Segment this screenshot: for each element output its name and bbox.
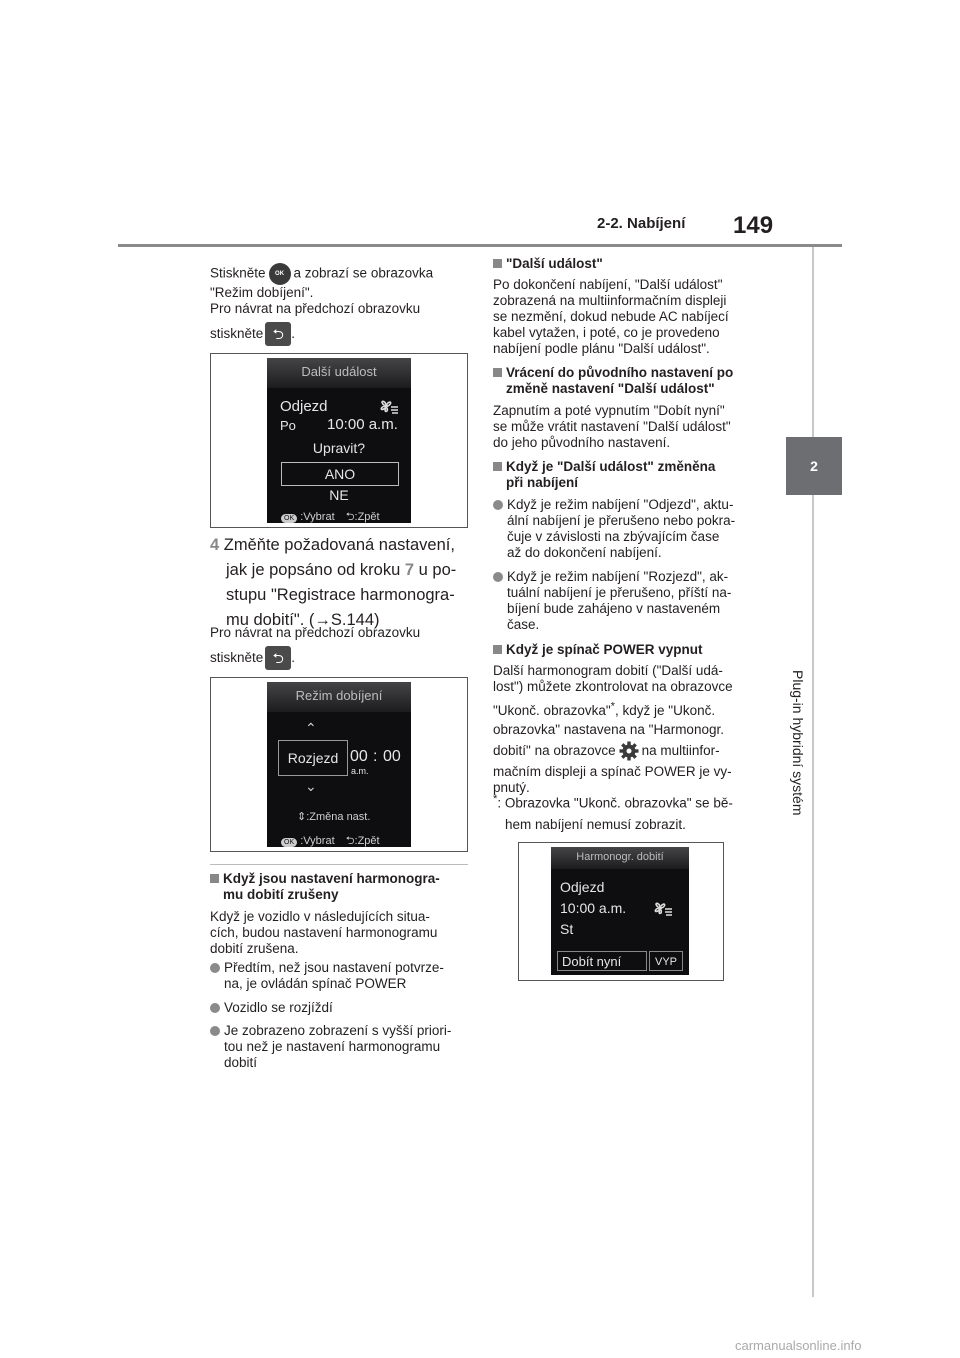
back-hint-icon: ⮌	[345, 835, 355, 847]
para-text: obrazovka" nastavena na "Harmonogr.	[493, 721, 724, 737]
section-title: 2-2. Nabíjení	[597, 215, 686, 232]
cancel-paragraph	[210, 909, 437, 957]
ac-fan-icon	[653, 900, 673, 916]
screen-day: St	[560, 921, 574, 937]
step-text: jak je popsáno od kroku	[226, 561, 401, 579]
heading-text: změně nastavení "Další událost"	[506, 381, 715, 396]
bullet-power	[224, 960, 444, 992]
intro-text: Stiskněte	[210, 265, 266, 281]
ampm: a.m.	[351, 766, 369, 776]
bullet-text: ální nabíjení je přerušeno nebo pokra-	[507, 513, 736, 528]
select-hint: :Vybrat	[300, 835, 335, 847]
side-rule	[812, 247, 814, 1297]
back-hint: :Zpět	[354, 835, 380, 847]
footnote-mark: *	[610, 700, 616, 712]
power-off-paragraph	[493, 663, 758, 796]
para-text: Když je vozidlo v následujících situa-	[210, 909, 430, 924]
bullet-dot	[493, 572, 503, 582]
back-instruction-4: stiskněte ⮌ .	[210, 646, 295, 670]
section-heading-restore	[493, 365, 733, 397]
step-text: stupu "Registrace harmonogra-	[226, 586, 455, 604]
para-text: cích, budou nastavení harmonogramu	[210, 925, 438, 940]
charge-now-button[interactable]: Dobít nyní	[557, 951, 647, 971]
restore-paragraph	[493, 403, 731, 451]
para-text: zobrazená na multiinformačním displeji	[493, 293, 727, 308]
screen-mode: Odjezd	[560, 879, 605, 895]
bullet-priority	[224, 1023, 451, 1071]
bullet-text: Když je režim nabíjení "Odjezd", aktu-	[507, 497, 734, 512]
gear-icon	[619, 741, 639, 761]
section-heading-next-event	[493, 256, 603, 272]
mode-selector[interactable]: Rozjezd	[278, 740, 348, 776]
change-hint: ⇕:Změna nast.	[297, 811, 371, 823]
bullet-dot	[210, 963, 220, 973]
heading-text: Když jsou nastavení harmonogra-	[223, 871, 440, 886]
screen-title: Režim dobíjení	[295, 688, 383, 703]
step-number: 4	[210, 536, 220, 554]
heading-text: "Další událost"	[506, 256, 603, 271]
back-text: stiskněte	[210, 650, 264, 665]
square-bullet	[493, 368, 502, 377]
display-charge-schedule	[551, 847, 689, 975]
bullet-moving: Vozidlo se rozjíždí	[224, 1000, 333, 1015]
para-text: mačním displeji a spínač POWER je vy-	[493, 763, 732, 779]
para-text: pnutý.	[493, 779, 530, 795]
hour-value[interactable]: 00	[350, 748, 368, 765]
time-colon: :	[373, 748, 378, 765]
bullet-text: bíjení bude zahájeno v nastaveném	[507, 601, 721, 616]
back-button-icon: ⮌	[265, 646, 291, 670]
para-text: , když je "Ukonč.	[615, 702, 716, 718]
back-instruction-2: stiskněte ⮌ .	[210, 322, 295, 346]
screen-title: Další událost	[301, 364, 377, 379]
back-instruction-3: Pro návrat na předchozí obrazovku	[210, 625, 421, 640]
bullet-text: čuje v závislosti na zbývajícím čase	[507, 529, 720, 544]
ok-badge: OK	[281, 838, 297, 847]
section-heading-changed	[493, 459, 715, 491]
para-text: lost") můžete zkontrolovat na obrazovce	[493, 679, 733, 694]
back-hint: :Zpět	[354, 511, 380, 523]
bullet-text: Předtím, než jsou nastavení potvrze-	[224, 960, 444, 975]
step-ref: 7	[404, 561, 415, 579]
bullet-dot	[210, 1026, 220, 1036]
ok-button-icon: OK	[269, 263, 291, 285]
step-text: u po-	[418, 561, 457, 579]
heading-text: mu dobití zrušeny	[223, 887, 339, 902]
minute-value[interactable]: 00	[383, 748, 401, 765]
bullet-start	[507, 569, 731, 633]
intro-paragraph	[210, 263, 470, 301]
screen-mode: Odjezd	[280, 398, 328, 415]
heading-text: Když je spínač POWER vypnut	[506, 642, 703, 657]
para-text: nabíjení podle plánu "Další událost".	[493, 341, 710, 356]
ok-badge: OK	[281, 514, 297, 523]
ac-fan-icon	[379, 398, 399, 414]
select-hint: :Vybrat	[300, 511, 335, 523]
screen-footer	[281, 832, 380, 847]
screen-footer	[281, 508, 380, 523]
bullet-text: čase.	[507, 617, 540, 632]
para-text: do jeho původního nastavení.	[493, 435, 671, 450]
header-rule	[118, 244, 842, 247]
step-4	[210, 533, 470, 633]
footnote-text: hem nabíjení nemusí zobrazit.	[505, 816, 686, 832]
bullet-dot	[493, 500, 503, 510]
chapter-tab: 2	[786, 437, 842, 495]
para-text: dobití zrušena.	[210, 941, 299, 956]
page-number: 149	[733, 212, 774, 239]
para-text: Další harmonogram dobití ("Další udá-	[493, 663, 723, 678]
screen-time: 10:00 a.m.	[327, 416, 398, 433]
heading-text: Vrácení do původního nastavení po	[506, 365, 734, 380]
bullet-departure	[507, 497, 735, 561]
square-bullet	[210, 874, 219, 883]
bullet-text: až do dokončení nabíjení.	[507, 545, 662, 560]
back-button-icon: ⮌	[265, 322, 291, 346]
footnote	[493, 789, 758, 835]
back-hint-icon: ⮌	[345, 511, 355, 523]
para-text: Zapnutím a poté vypnutím "Dobít nyní"	[493, 403, 725, 418]
bullet-dot	[210, 1003, 220, 1013]
back-text: stiskněte	[210, 326, 264, 341]
para-text: "Ukonč. obrazovka"	[493, 702, 611, 718]
intro-text: a zobrazí se obrazovka	[293, 265, 434, 281]
step-text: Změňte požadovaná nastavení,	[223, 536, 455, 554]
chapter-label: Plug-in hybridní systém	[790, 670, 806, 816]
bullet-text: Když je režim nabíjení "Rozjezd", ak-	[507, 569, 729, 584]
heading-text: při nabíjení	[506, 475, 579, 490]
display-charge-mode	[267, 682, 411, 847]
footnote-mark: *	[493, 793, 498, 805]
bullet-text: na, je ovládán spínač POWER	[224, 976, 407, 991]
bullet-text: tou než je nastavení harmonogramu	[224, 1039, 441, 1054]
para-text: se může vrátit nastavení "Další událost"	[493, 419, 731, 434]
section-heading-cancel	[210, 871, 440, 903]
square-bullet	[493, 645, 502, 654]
screen-day: Po	[280, 418, 296, 433]
off-status[interactable]: VYP	[649, 951, 683, 971]
up-arrow-icon[interactable]: ⌃	[305, 720, 317, 736]
watermark: carmanualsonline.info	[735, 1338, 862, 1353]
heading-text: Když je "Další událost" změněna	[506, 459, 716, 474]
back-instruction: Pro návrat na předchozí obrazovku	[210, 301, 421, 316]
section-rule	[210, 864, 468, 865]
bullet-text: dobití	[224, 1055, 258, 1070]
yes-option[interactable]: ANO	[281, 462, 399, 486]
bullet-text: Je zobrazeno zobrazení s vyšší priori-	[224, 1023, 452, 1038]
square-bullet	[493, 462, 502, 471]
square-bullet	[493, 259, 502, 268]
screen-time: 10:00 a.m.	[560, 900, 627, 916]
para-text: se nezmění, dokud nebude AC nabíjecí	[493, 309, 729, 324]
screen-title: Harmonogr. dobití	[576, 851, 664, 863]
step-text: mu dobití". (→S.144)	[226, 611, 380, 629]
para-text: Po dokončení nabíjení, "Další událost"	[493, 277, 723, 292]
section-heading-power-off	[493, 642, 703, 658]
para-text: kabel vytažen, i poté, co je provedeno	[493, 325, 720, 340]
intro-text: "Režim dobíjení".	[210, 285, 314, 300]
no-option[interactable]: NE	[329, 487, 349, 503]
display-next-event	[267, 358, 411, 523]
down-arrow-icon[interactable]: ⌄	[305, 778, 317, 794]
change-hint-text: :Změna nast.	[306, 811, 371, 823]
para-text: dobití" na obrazovce	[493, 742, 616, 758]
bullet-text: tuální nabíjení je přerušeno, příští na-	[507, 585, 732, 600]
para-text: na multiinfor-	[641, 742, 720, 758]
screen-question: Upravit?	[312, 440, 366, 456]
next-event-paragraph	[493, 277, 729, 357]
footnote-text: : Obrazovka "Ukonč. obrazovka" se bě-	[497, 795, 733, 811]
